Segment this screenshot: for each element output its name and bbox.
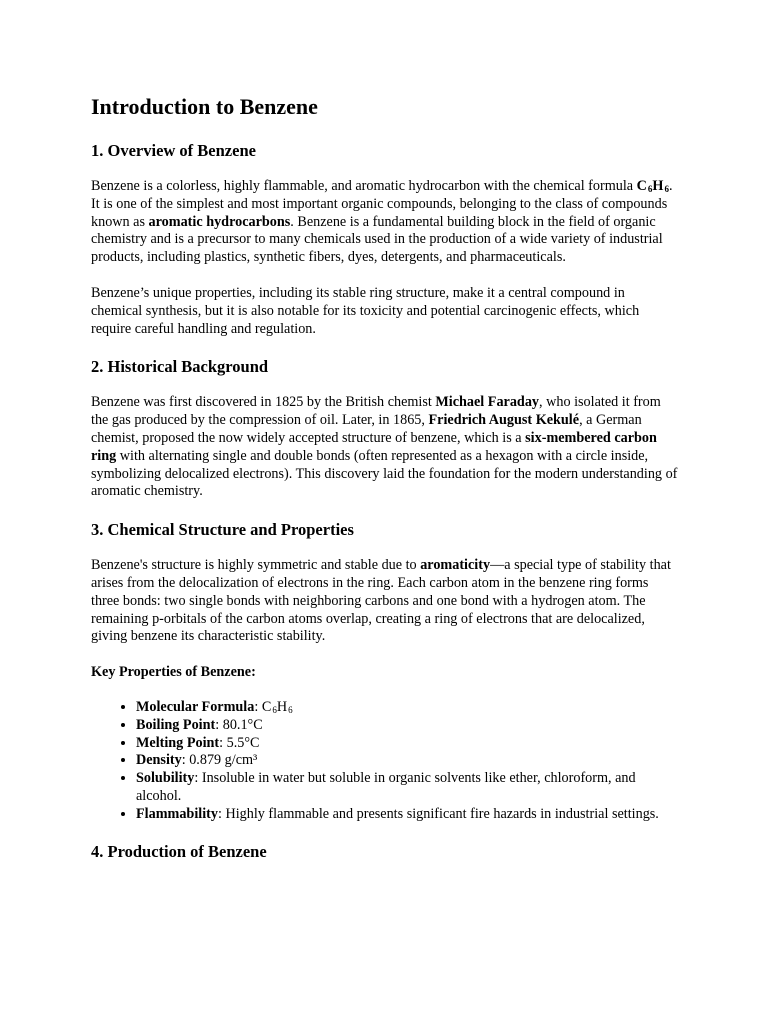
- formula-subscript: 6: [664, 184, 669, 194]
- text-run: . It is one of the simplest and most important organic compounds, belonging to the class of compounds known as: [91, 178, 673, 230]
- section-heading-production: 4. Production of Benzene: [91, 841, 267, 861]
- text-run: —a special type of stability that arises from the delocalization of electrons in the ring. Each carbon atom in the benzene ring forms three bonds: two single bonds with neighboring carbons and one bond with a hydrogen atom. The remaining p-orbitals of the carbon atoms overlap, creating a ring of electrons that are delocalized, giving benzene its characteristic stability.: [91, 557, 671, 645]
- section-heading-overview: 1. Overview of Benzene: [91, 141, 256, 160]
- bold-term: aromatic hydrocarbons: [148, 213, 291, 230]
- property-label: Flammability: [136, 805, 218, 822]
- property-value: : Insoluble in water but soluble in organic solvents like ether, chloroform, and alcohol.: [136, 770, 636, 804]
- text-run: , who isolated it from the gas produced by the compression of oil. Later, in 1865,: [91, 394, 661, 429]
- bold-term: six-membered carbon ring: [91, 429, 657, 464]
- bold-term: Michael Faraday: [435, 394, 540, 411]
- key-properties-title: [91, 664, 678, 682]
- bold-term: aromaticity: [420, 557, 491, 574]
- list-item: [136, 752, 678, 770]
- paragraph-overview-1: [91, 178, 678, 267]
- property-label: Melting Point: [136, 734, 220, 751]
- text-run: Benzene was first discovered in 1825 by the British chemist: [91, 394, 436, 411]
- list-item: [136, 717, 678, 735]
- property-value: : Highly flammable and presents significant fire hazards in industrial settings.: [217, 805, 659, 822]
- formula-element: H: [276, 698, 288, 715]
- text-run: Benzene's structure is highly symmetric and stable due to: [91, 557, 421, 574]
- document-title: Introduction to Benzene: [91, 94, 318, 119]
- paragraph-structure: [91, 557, 678, 646]
- paragraph-overview-2: Benzene’s unique properties, including its stable ring structure, make it a central compound in chemical synthesis, but it is also notable for its toxicity and potential carcinogenic effects, which require careful handling and regulation.: [91, 284, 640, 337]
- text-run: , a German chemist, proposed the now widely accepted structure of benzene, which is a: [91, 412, 642, 446]
- list-item: [136, 770, 678, 806]
- section-heading-structure: 3. Chemical Structure and Properties: [91, 520, 354, 540]
- property-label: Density: [136, 752, 182, 769]
- property-label: Solubility: [136, 770, 195, 787]
- formula-element: H: [652, 178, 664, 194]
- formula-subscript: 6: [272, 704, 277, 715]
- bold-term: Friedrich August Kekulé: [428, 412, 580, 429]
- property-value: : 0.879 g/cm³: [181, 752, 258, 769]
- formula-subscript: 6: [647, 184, 653, 194]
- property-value: : 5.5°C: [219, 734, 260, 751]
- formula-element: C: [636, 178, 647, 194]
- bold-term: Key Properties of Benzene:: [91, 664, 256, 681]
- list-item: [136, 806, 678, 824]
- paragraph-history: [91, 394, 678, 501]
- chemical-formula: [637, 178, 669, 194]
- text-run: with alternating single and double bonds (often represented as a hexagon with a circle inside, symbolizing delocalized electrons). This discovery laid the foundation for the modern understanding of aromatic chemistry.: [91, 447, 678, 500]
- property-label: Boiling Point: [136, 716, 216, 733]
- formula-element: C: [261, 698, 272, 715]
- formula-subscript: 6: [288, 704, 293, 715]
- list-item: • Molecular Formula: $C_6H_6$: [136, 699, 678, 717]
- property-label: Molecular Formula: [136, 698, 255, 715]
- text-run: Benzene is a colorless, highly flammable, and aromatic hydrocarbon with the chemical formula: [91, 178, 637, 194]
- text-run: . Benzene is a fundamental building block in the field of organic chemistry and is a precursor to many chemicals used in the production of a wide variety of industrial products, including plastics, synthetic fibers, dyes, detergents, and pharmaceuticals.: [91, 213, 663, 266]
- list-item: [136, 735, 678, 753]
- property-value: : 80.1°C: [215, 716, 263, 733]
- chemical-formula: [262, 699, 293, 715]
- properties-list: [91, 699, 678, 824]
- section-heading-history: 2. Historical Background: [91, 357, 269, 377]
